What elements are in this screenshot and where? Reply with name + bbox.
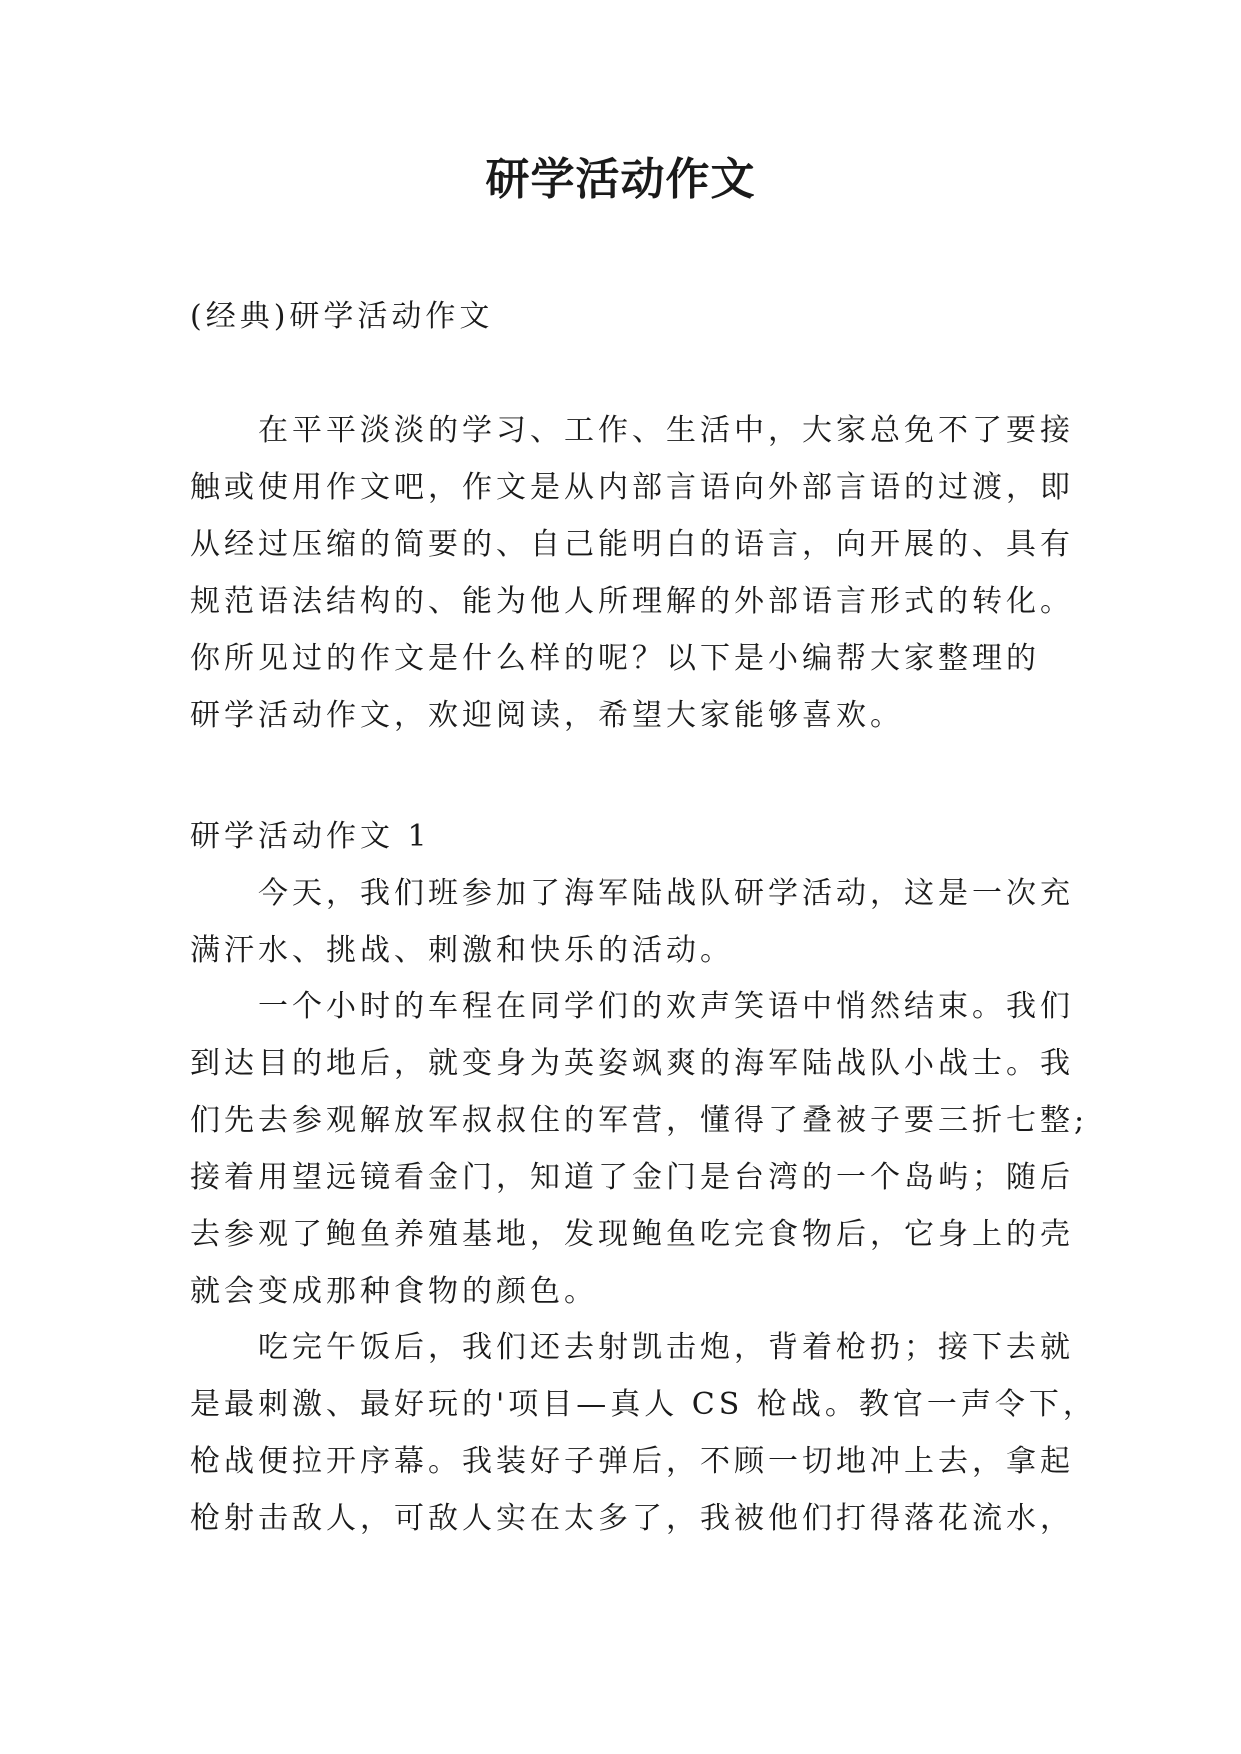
body-paragraph-3 bbox=[190, 1319, 1097, 1547]
paragraph-line: 枪射击敌人，可敌人实在太多了，我被他们打得落花流水， bbox=[190, 1501, 1074, 1536]
paragraph-line: 就会变成那种食物的颜色。 bbox=[190, 1274, 598, 1309]
intro-line: 你所见过的作文是什么样的呢？以下是小编帮大家整理的 bbox=[190, 641, 1040, 676]
body-paragraph-1 bbox=[190, 865, 1074, 979]
intro-line: 规范语法结构的、能为他人所理解的外部语言形式的转化。 bbox=[190, 584, 1074, 619]
document-title: 研学活动作文 bbox=[485, 154, 756, 205]
intro-line: 从经过压缩的简要的、自己能明白的语言，向开展的、具有 bbox=[190, 527, 1074, 562]
paragraph-line: 一个小时的车程在同学们的欢声笑语中悄然结束。我们 bbox=[258, 989, 1074, 1024]
paragraph-line: 到达目的地后，就变身为英姿飒爽的海军陆战队小战士。我 bbox=[190, 1046, 1074, 1081]
intro-line: 触或使用作文吧，作文是从内部言语向外部言语的过渡，即 bbox=[190, 470, 1074, 505]
document-subtitle: (经典)研学活动作文 bbox=[190, 299, 494, 334]
section-heading: 研学活动作文 1 bbox=[190, 819, 431, 854]
paragraph-line: 今天，我们班参加了海军陆战队研学活动，这是一次充 bbox=[258, 876, 1074, 911]
paragraph-line: 接着用望远镜看金门，知道了金门是台湾的一个岛屿；随后 bbox=[190, 1160, 1074, 1195]
paragraph-line: 们先去参观解放军叔叔住的军营，懂得了叠被子要三折七整; bbox=[190, 1103, 1089, 1138]
paragraph-line: 是最刺激、最好玩的'项目—真人 CS 枪战。教官一声令下， bbox=[190, 1387, 1097, 1422]
paragraph-line: 吃完午饭后，我们还去射凯击炮，背着枪扔；接下去就 bbox=[258, 1330, 1074, 1365]
body-paragraph-2 bbox=[190, 978, 1089, 1320]
paragraph-line: 满汗水、挑战、刺激和快乐的活动。 bbox=[190, 933, 734, 968]
paragraph-line: 枪战便拉开序幕。我装好子弹后，不顾一切地冲上去，拿起 bbox=[190, 1444, 1074, 1479]
intro-line: 研学活动作文，欢迎阅读，希望大家能够喜欢。 bbox=[190, 698, 904, 733]
intro-line: 在平平淡淡的学习、工作、生活中，大家总免不了要接 bbox=[258, 413, 1074, 448]
paragraph-line: 去参观了鲍鱼养殖基地，发现鲍鱼吃完食物后，它身上的壳 bbox=[190, 1217, 1074, 1252]
intro-paragraph bbox=[190, 402, 1074, 744]
